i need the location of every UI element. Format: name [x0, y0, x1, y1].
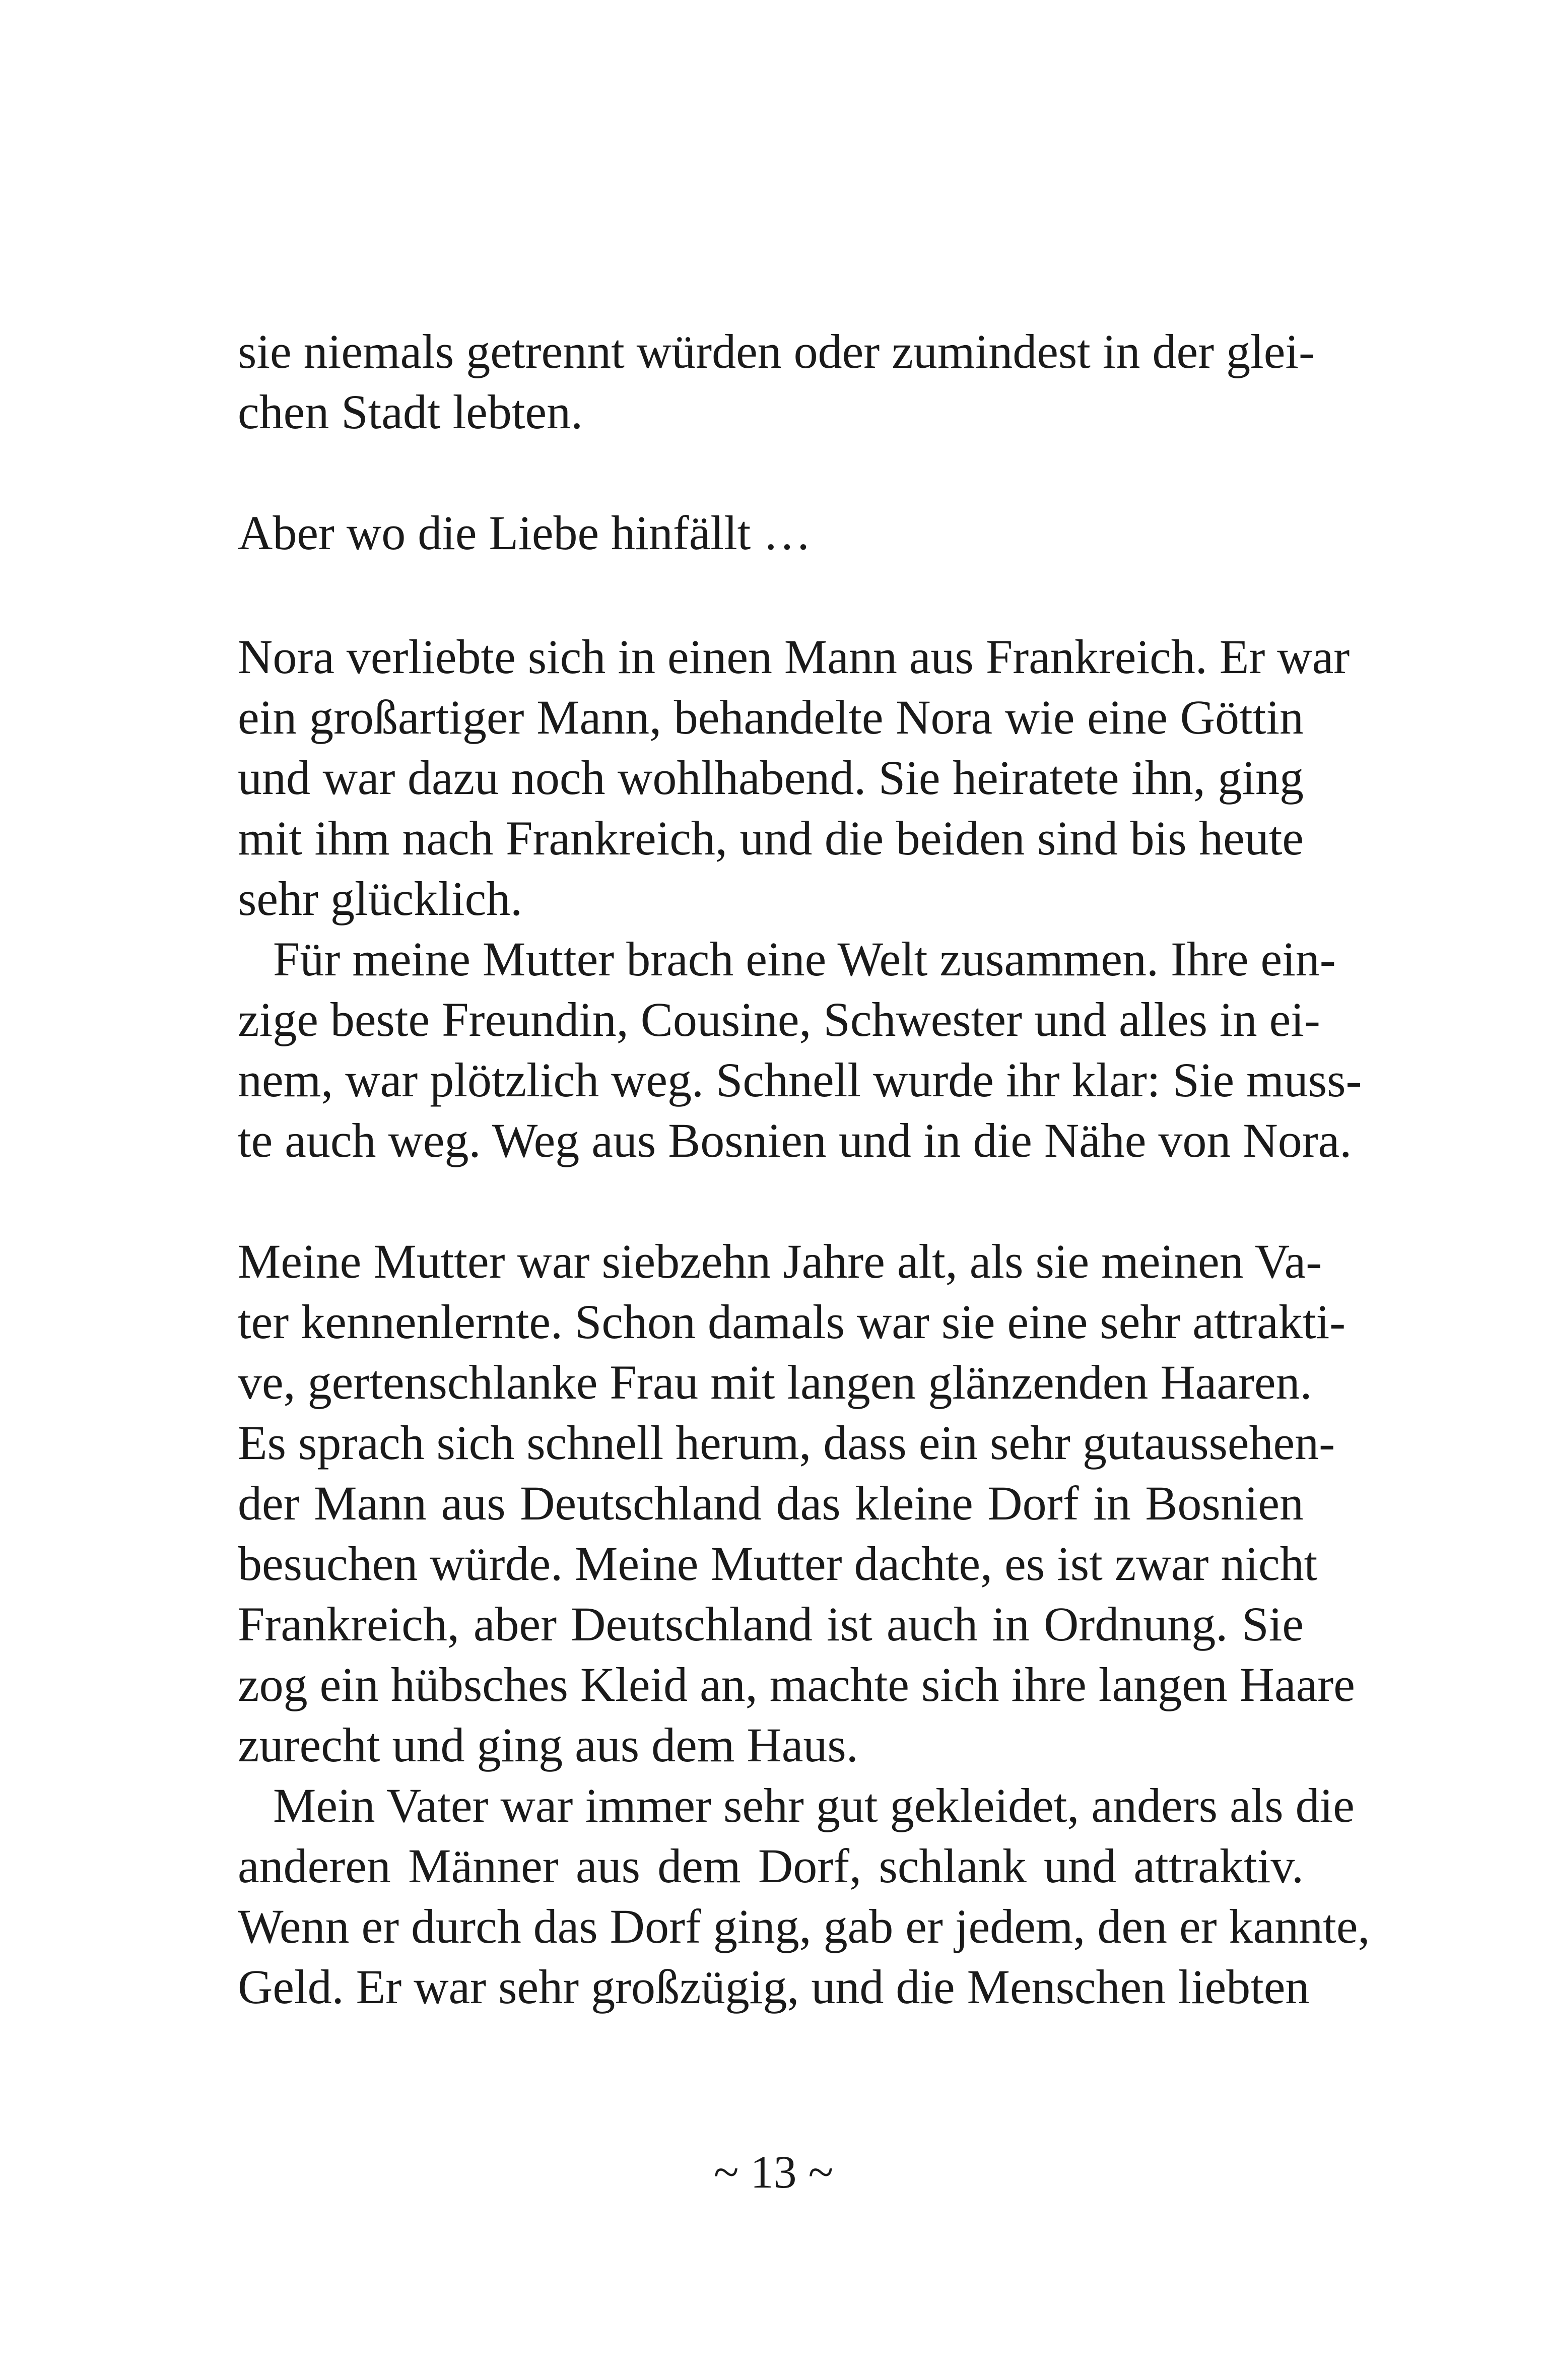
text-line: te auch weg. Weg aus Bosnien und in die Nähe von Nora. — [238, 1113, 1352, 1167]
text-line: sie niemals getrennt würden oder zumindest in der glei- — [238, 324, 1315, 378]
text-line: besuchen würde. Meine Mutter dachte, es ist zwar nicht — [238, 1537, 1318, 1591]
text-line: nem, war plötzlich weg. Schnell wurde ihr klar: Sie muss- — [238, 1053, 1362, 1107]
text-line: anderen Männer aus dem Dorf, schlank und attraktiv. — [238, 1839, 1304, 1893]
text-line: Geld. Er war sehr großzügig, und die Menschen liebten — [238, 1960, 1310, 2014]
text-line: Mein Vater war immer sehr gut gekleidet, anders als die — [273, 1778, 1355, 1832]
text-line: ein großartiger Mann, behandelte Nora wie eine Göttin — [238, 690, 1304, 744]
text-line: zurecht und ging aus dem Haus. — [238, 1718, 858, 1772]
text-line: Es sprach sich schnell herum, dass ein sehr gutaussehen- — [238, 1416, 1335, 1470]
text-line: Frankreich, aber Deutschland ist auch in Ordnung. Sie — [238, 1597, 1304, 1651]
text-line: ter kennenlernte. Schon damals war sie eine sehr attrakti- — [238, 1295, 1346, 1349]
text-line: der Mann aus Deutschland das kleine Dorf in Bosnien — [238, 1476, 1304, 1530]
text-line: zige beste Freundin, Cousine, Schwester und alles in ei- — [238, 993, 1320, 1046]
text-line: Nora verliebte sich in einen Mann aus Frankreich. Er war — [238, 630, 1350, 684]
text-line: ve, gertenschlanke Frau mit langen glänzenden Haaren. — [238, 1355, 1312, 1409]
text-line: mit ihm nach Frankreich, und die beiden sind bis heute — [238, 811, 1304, 865]
text-line: Wenn er durch das Dorf ging, gab er jedem, den er kannte, — [238, 1899, 1370, 1953]
text-line: Aber wo die Liebe hinfällt … — [238, 506, 812, 560]
text-line: zog ein hübsches Kleid an, machte sich ihre langen Haare — [238, 1658, 1355, 1711]
text-line: Für meine Mutter brach eine Welt zusammen. Ihre ein- — [273, 932, 1336, 986]
page-number: ~ 13 ~ — [713, 2146, 834, 2198]
text-line: sehr glücklich. — [238, 872, 523, 925]
text-line: chen Stadt lebten. — [238, 385, 583, 439]
text-line: und war dazu noch wohlhabend. Sie heiratete ihn, ging — [238, 751, 1304, 805]
text-line: Meine Mutter war siebzehn Jahre alt, als sie meinen Va- — [238, 1234, 1322, 1288]
